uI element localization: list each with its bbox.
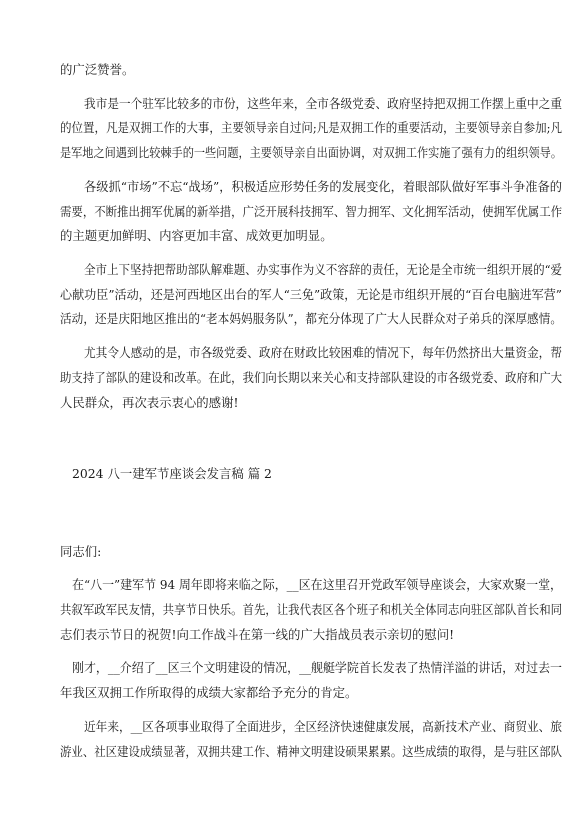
line-text: 的主题更加鲜明、内容更加丰富、成效更加明显。	[60, 228, 333, 243]
line-text: 尤其令人感动的是，市各级党委、政府在财政比较困难的情况下，每年仍然挤出大量资金，帮	[84, 345, 562, 360]
line-text: 助支持了部队的建设和改革。在此，我们向长期以来关心和支持部队建设的市各级党委、政府和广大	[60, 370, 563, 385]
heading-text: 2024 八一建军节座谈会发言稿 篇 2	[72, 466, 272, 481]
line-text: 的广泛赞誉。	[60, 62, 135, 77]
line-text: 的位置，凡是双拥工作的大事，主要领导亲自过问;凡是双拥工作的重要活动，主要领导亲自参加;凡	[60, 120, 562, 135]
line-text: 刚才，__介绍了__区三个文明建设的情况，__舰艇学院首长发表了热情洋溢的讲话，对过去一	[72, 660, 562, 675]
line-text: 心献功臣”活动，还是河西地区出台的军人“三免”政策，无论是市组织开展的“百台电脑进军营”	[60, 287, 562, 302]
line-text: 在“八一”建军节 94 周年即将来临之际，__区在这里召开党政军领导座谈会，大家欢聚一堂，	[72, 577, 563, 592]
line-text: 活动，还是庆阳地区推出的“老本妈妈服务队”，都充分体现了广大人民群众对子弟兵的深厚感情。	[60, 311, 562, 326]
line-text: 是军地之间遇到比较棘手的一些问题，主要领导亲自出面协调，对双拥工作实施了强有力的组织领导。	[60, 145, 562, 160]
line-text: 游业、社区建设成绩显著，双拥共建工作、精神文明建设硕果累累。这些成绩的取得，是与驻区部队	[60, 744, 563, 759]
line-text: 近年来，__区各项事业取得了全面进步，全区经济快速健康发展，高新技术产业、商贸业、旅	[84, 719, 562, 734]
line-text: 各级抓“市场”不忘“战场”，积极适应形势任务的发展变化，着眼部队做好军事斗争准备的	[84, 179, 562, 194]
line-text: 全市上下坚持把帮助部队解难题、办实事作为义不容辞的责任，无论是全市统一组织开展的“爱	[84, 262, 562, 277]
line-text: 志们表示节日的祝贺!向工作战斗在第一线的广大指战员表示亲切的慰问!	[60, 627, 455, 642]
line-text: 人民群众，再次表示衷心的感谢!	[60, 395, 239, 410]
line-text: 需要，不断推出拥军优属的新举措，广泛开展科技拥军、智力拥军、文化拥军活动，使拥军优属工作	[60, 204, 563, 219]
line-text: 我市是一个驻军比较多的市份，这些年来，全市各级党委、政府坚持把双拥工作摆上重中之重	[84, 96, 562, 111]
line-text: 同志们:	[60, 544, 102, 559]
line-text: 年我区双拥工作所取得的成绩大家都给予充分的肯定。	[60, 685, 358, 700]
line-text: 共叙军政军民友情，共享节日快乐。首先，让我代表区各个班子和机关全体同志向驻区部队首长和同	[60, 602, 563, 617]
